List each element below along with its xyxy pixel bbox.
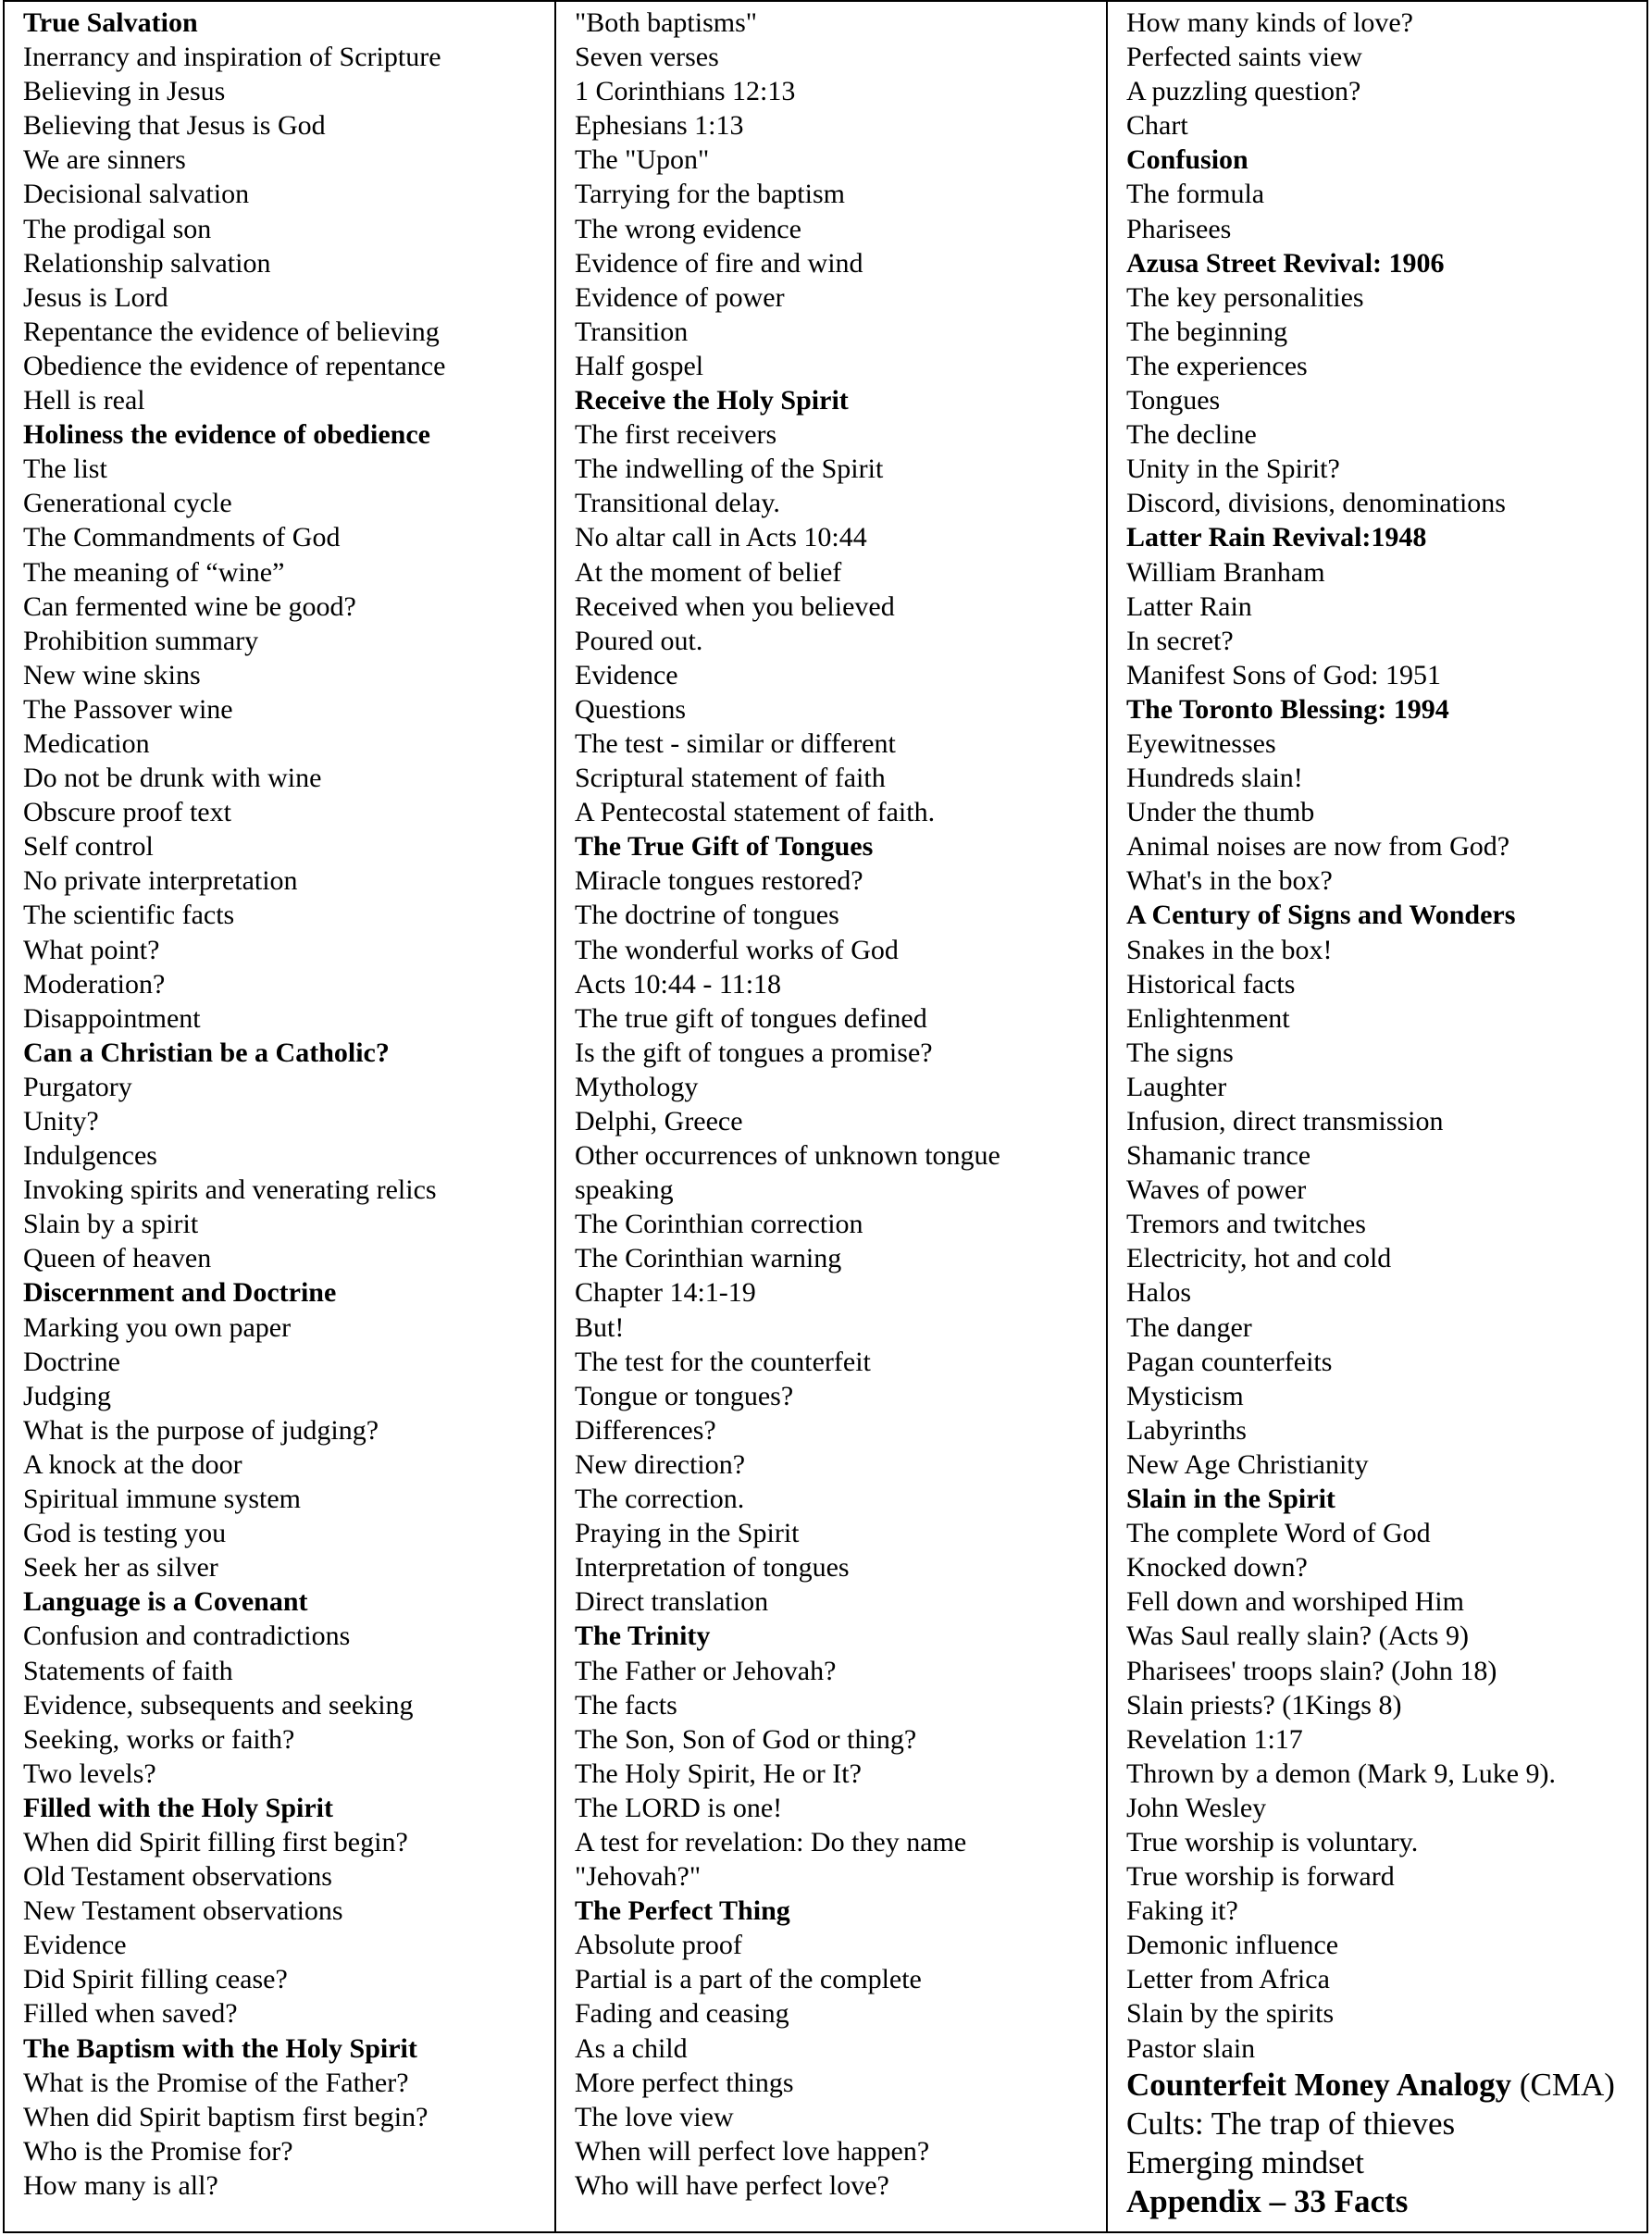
list-item: Pagan counterfeits bbox=[1126, 1346, 1333, 1377]
list-item: Prohibition summary bbox=[23, 625, 259, 656]
large-heading-normal-part: (CMA) bbox=[1511, 2066, 1615, 2103]
list-item: Did Spirit filling cease? bbox=[23, 1964, 288, 1995]
list-item: But! bbox=[575, 1311, 625, 1343]
list-item: Spiritual immune system bbox=[23, 1484, 301, 1515]
list-item: No private interpretation bbox=[23, 865, 298, 897]
list-item: Laughter bbox=[1126, 1071, 1227, 1102]
section-heading: Receive the Holy Spirit bbox=[575, 385, 849, 416]
list-item: Indulgences bbox=[23, 1140, 157, 1172]
list-item: The correction. bbox=[575, 1484, 745, 1515]
list-item: Is the gift of tongues a promise? bbox=[575, 1037, 933, 1068]
section-heading: The Toronto Blessing: 1994 bbox=[1126, 693, 1449, 725]
list-item: The Father or Jehovah? bbox=[575, 1655, 837, 1686]
list-item: Who will have perfect love? bbox=[575, 2169, 889, 2201]
list-item: Acts 10:44 - 11:18 bbox=[575, 968, 782, 1000]
column-3 bbox=[1108, 2, 1646, 2231]
list-item: True worship is forward bbox=[1126, 1861, 1395, 1893]
list-item: Fading and ceasing bbox=[575, 1998, 789, 2030]
list-item: Perfected saints view bbox=[1126, 42, 1362, 73]
list-item: Was Saul really slain? (Acts 9) bbox=[1126, 1621, 1469, 1652]
list-item: Decisional salvation bbox=[23, 179, 250, 210]
list-item: Chart bbox=[1126, 110, 1188, 142]
list-item: The doctrine of tongues bbox=[575, 900, 839, 931]
contents-table bbox=[3, 0, 1648, 2233]
list-item: Interpretation of tongues bbox=[575, 1552, 850, 1584]
list-item: speaking bbox=[575, 1174, 674, 1206]
list-item: John Wesley bbox=[1126, 1792, 1267, 1823]
list-item: A knock at the door bbox=[23, 1448, 242, 1480]
list-item: Believing in Jesus bbox=[23, 76, 226, 107]
list-item: Unity in the Spirit? bbox=[1126, 453, 1340, 485]
list-item: The experiences bbox=[1126, 350, 1308, 381]
list-item: The facts bbox=[575, 1689, 677, 1720]
list-item: The test - similar or different bbox=[575, 727, 896, 759]
list-item: William Branham bbox=[1126, 556, 1325, 588]
list-item: Partial is a part of the complete bbox=[575, 1964, 922, 1995]
list-item: Slain by a spirit bbox=[23, 1209, 199, 1240]
list-item: Tremors and twitches bbox=[1126, 1209, 1366, 1240]
list-item: New direction? bbox=[575, 1448, 746, 1480]
list-item: No altar call in Acts 10:44 bbox=[575, 522, 867, 553]
large-heading bbox=[1126, 2105, 1646, 2143]
list-item: The Corinthian correction bbox=[575, 1209, 863, 1240]
list-item: Marking you own paper bbox=[23, 1311, 292, 1343]
list-item: Discord, divisions, denominations bbox=[1126, 488, 1506, 519]
list-item: 1 Corinthians 12:13 bbox=[575, 76, 796, 107]
section-heading: Discernment and Doctrine bbox=[23, 1277, 337, 1309]
section-heading: Azusa Street Revival: 1906 bbox=[1126, 247, 1445, 279]
section-heading: A Century of Signs and Wonders bbox=[1126, 900, 1516, 931]
list-item: The scientific facts bbox=[23, 900, 235, 931]
list-item: What is the purpose of judging? bbox=[23, 1414, 379, 1446]
list-item: "Jehovah?" bbox=[575, 1861, 702, 1893]
list-item: Repentance the evidence of believing bbox=[23, 316, 440, 347]
list-item: Filled when saved? bbox=[23, 1998, 238, 2030]
list-item: Purgatory bbox=[23, 1071, 132, 1102]
list-item: At the moment of belief bbox=[575, 556, 842, 588]
list-item: The Son, Son of God or thing? bbox=[575, 1723, 917, 1755]
list-item: When did Spirit baptism first begin? bbox=[23, 2101, 429, 2132]
large-heading-bold-part: Appendix – 33 Facts bbox=[1126, 2182, 1409, 2219]
section-heading: The Trinity bbox=[575, 1621, 711, 1652]
list-item: Generational cycle bbox=[23, 488, 232, 519]
list-item: Pharisees bbox=[1126, 213, 1232, 244]
list-item: Fell down and worshiped Him bbox=[1126, 1586, 1464, 1618]
list-item: We are sinners bbox=[23, 144, 186, 176]
list-item: The Passover wine bbox=[23, 693, 233, 725]
list-item: The love view bbox=[575, 2101, 734, 2132]
list-item: Confusion and contradictions bbox=[23, 1621, 351, 1652]
list-item: Labyrinths bbox=[1126, 1414, 1247, 1446]
section-heading: True Salvation bbox=[23, 7, 198, 38]
list-item: Inerrancy and inspiration of Scripture bbox=[23, 42, 441, 73]
list-item: Knocked down? bbox=[1126, 1552, 1308, 1584]
list-item: Shamanic trance bbox=[1126, 1140, 1311, 1172]
list-item: Demonic influence bbox=[1126, 1930, 1339, 1961]
list-item: Invoking spirits and venerating relics bbox=[23, 1174, 437, 1206]
list-item: Pastor slain bbox=[1126, 2032, 1256, 2064]
list-item: Queen of heaven bbox=[23, 1243, 212, 1274]
list-item: The signs bbox=[1126, 1037, 1234, 1068]
list-item: The meaning of “wine” bbox=[23, 556, 285, 588]
list-item: True worship is voluntary. bbox=[1126, 1826, 1419, 1857]
list-item: "Both baptisms" bbox=[575, 7, 758, 38]
list-item: The "Upon" bbox=[575, 144, 710, 176]
list-item: Pharisees' troops slain? (John 18) bbox=[1126, 1655, 1497, 1686]
list-item: The key personalities bbox=[1126, 281, 1364, 313]
list-item: Evidence of power bbox=[575, 281, 785, 313]
list-item: Believing that Jesus is God bbox=[23, 110, 326, 142]
list-item: Eyewitnesses bbox=[1126, 727, 1276, 759]
list-item: Tongue or tongues? bbox=[575, 1380, 794, 1411]
list-item: Enlightenment bbox=[1126, 1002, 1290, 1034]
list-item: Manifest Sons of God: 1951 bbox=[1126, 659, 1441, 690]
list-item: Obscure proof text bbox=[23, 797, 231, 828]
section-heading: Latter Rain Revival:1948 bbox=[1126, 522, 1427, 553]
list-item: The test for the counterfeit bbox=[575, 1346, 871, 1377]
section-heading: Holiness the evidence of obedience bbox=[23, 419, 430, 451]
list-item: The list bbox=[23, 453, 107, 485]
list-item: Latter Rain bbox=[1126, 590, 1252, 622]
list-item: Seven verses bbox=[575, 42, 719, 73]
list-item: Mythology bbox=[575, 1071, 699, 1102]
list-item: What's in the box? bbox=[1126, 865, 1333, 897]
list-item: How many kinds of love? bbox=[1126, 7, 1413, 38]
list-item: New Age Christianity bbox=[1126, 1448, 1369, 1480]
list-item: Transitional delay. bbox=[575, 488, 780, 519]
list-item: The Holy Spirit, He or It? bbox=[575, 1758, 862, 1789]
list-item: The wrong evidence bbox=[575, 213, 801, 244]
list-item: The true gift of tongues defined bbox=[575, 1002, 927, 1034]
list-item: New wine skins bbox=[23, 659, 201, 690]
list-item: Evidence of fire and wind bbox=[575, 247, 863, 279]
large-heading-normal-part: Emerging mindset bbox=[1126, 2143, 1364, 2180]
list-item: Tongues bbox=[1126, 385, 1221, 416]
large-heading bbox=[1126, 2143, 1646, 2182]
list-item: Revelation 1:17 bbox=[1126, 1723, 1303, 1755]
list-item: What is the Promise of the Father? bbox=[23, 2067, 409, 2098]
large-heading-normal-part: Cults: The trap of thieves bbox=[1126, 2105, 1456, 2142]
list-item: The prodigal son bbox=[23, 213, 212, 244]
section-heading: The True Gift of Tongues bbox=[575, 831, 874, 863]
large-heading-bold-part: Counterfeit Money Analogy bbox=[1126, 2066, 1512, 2103]
list-item: Received when you believed bbox=[575, 590, 895, 622]
list-item: When did Spirit filling first begin? bbox=[23, 1826, 408, 1857]
list-item: Unity? bbox=[23, 1106, 99, 1137]
list-item: The complete Word of God bbox=[1126, 1518, 1431, 1549]
list-item: Two levels? bbox=[23, 1758, 156, 1789]
list-item: Scriptural statement of faith bbox=[575, 763, 886, 794]
list-item: Judging bbox=[23, 1380, 112, 1411]
list-item: What point? bbox=[23, 934, 160, 965]
list-item: Slain by the spirits bbox=[1126, 1998, 1335, 2030]
list-item: Under the thumb bbox=[1126, 797, 1315, 828]
list-item: Disappointment bbox=[23, 1002, 201, 1034]
list-item: Faking it? bbox=[1126, 1895, 1238, 1927]
list-item: The formula bbox=[1126, 179, 1265, 210]
list-item: A puzzling question? bbox=[1126, 76, 1361, 107]
list-item: God is testing you bbox=[23, 1518, 227, 1549]
large-heading bbox=[1126, 2066, 1646, 2105]
list-item: Transition bbox=[575, 316, 689, 347]
list-item: The decline bbox=[1126, 419, 1257, 451]
list-item: Snakes in the box! bbox=[1126, 934, 1333, 965]
list-item: The wonderful works of God bbox=[575, 934, 899, 965]
list-item: A test for revelation: Do they name bbox=[575, 1826, 967, 1857]
list-item: Letter from Africa bbox=[1126, 1964, 1330, 1995]
list-item: Relationship salvation bbox=[23, 247, 271, 279]
list-item: A Pentecostal statement of faith. bbox=[575, 797, 936, 828]
list-item: Thrown by a demon (Mark 9, Luke 9). bbox=[1126, 1758, 1557, 1789]
list-item: Who is the Promise for? bbox=[23, 2135, 293, 2167]
list-item: How many is all? bbox=[23, 2169, 218, 2201]
list-item: Praying in the Spirit bbox=[575, 1518, 800, 1549]
list-item: The Commandments of God bbox=[23, 522, 341, 553]
list-item: Tarrying for the baptism bbox=[575, 179, 845, 210]
list-item: More perfect things bbox=[575, 2067, 794, 2098]
list-item: The first receivers bbox=[575, 419, 777, 451]
list-item: The Corinthian warning bbox=[575, 1243, 842, 1274]
list-item: Direct translation bbox=[575, 1586, 769, 1618]
section-heading: The Perfect Thing bbox=[575, 1895, 790, 1927]
list-item: Halos bbox=[1126, 1277, 1191, 1309]
list-item: Electricity, hot and cold bbox=[1126, 1243, 1392, 1274]
list-item: Miracle tongues restored? bbox=[575, 865, 863, 897]
list-item: The LORD is one! bbox=[575, 1792, 783, 1823]
list-item: Doctrine bbox=[23, 1346, 120, 1377]
list-item: Hell is real bbox=[23, 385, 145, 416]
list-item: Evidence bbox=[575, 659, 678, 690]
list-item: Absolute proof bbox=[575, 1930, 742, 1961]
section-heading: Slain in the Spirit bbox=[1126, 1484, 1335, 1515]
list-item: Seeking, works or faith? bbox=[23, 1723, 295, 1755]
section-heading: Language is a Covenant bbox=[23, 1586, 308, 1618]
list-item: The beginning bbox=[1126, 316, 1288, 347]
list-item: Self control bbox=[23, 831, 154, 863]
section-heading: Can a Christian be a Catholic? bbox=[23, 1037, 390, 1068]
list-item: As a child bbox=[575, 2032, 688, 2064]
list-item: Obedience the evidence of repentance bbox=[23, 350, 446, 381]
list-item: Other occurrences of unknown tongue bbox=[575, 1140, 1000, 1172]
list-item: Do not be drunk with wine bbox=[23, 763, 322, 794]
list-item: Ephesians 1:13 bbox=[575, 110, 744, 142]
section-heading: Filled with the Holy Spirit bbox=[23, 1792, 334, 1823]
list-item: Waves of power bbox=[1126, 1174, 1307, 1206]
list-item: When will perfect love happen? bbox=[575, 2135, 930, 2167]
section-heading: Confusion bbox=[1126, 144, 1248, 176]
list-item: Can fermented wine be good? bbox=[23, 590, 356, 622]
list-item: Infusion, direct transmission bbox=[1126, 1106, 1444, 1137]
list-item: Poured out. bbox=[575, 625, 703, 656]
section-heading: The Baptism with the Holy Spirit bbox=[23, 2032, 417, 2064]
list-item: The danger bbox=[1126, 1311, 1252, 1343]
list-item: In secret? bbox=[1126, 625, 1234, 656]
list-item: Animal noises are now from God? bbox=[1126, 831, 1510, 863]
list-item: Old Testament observations bbox=[23, 1861, 332, 1893]
list-item: Seek her as silver bbox=[23, 1552, 218, 1584]
list-item: Historical facts bbox=[1126, 968, 1296, 1000]
list-item: Half gospel bbox=[575, 350, 704, 381]
list-item: Evidence bbox=[23, 1930, 127, 1961]
list-item: The indwelling of the Spirit bbox=[575, 453, 884, 485]
list-item: Hundreds slain! bbox=[1126, 763, 1303, 794]
column-1 bbox=[5, 2, 556, 2231]
list-item: Questions bbox=[575, 693, 686, 725]
list-item: New Testament observations bbox=[23, 1895, 343, 1927]
column-2 bbox=[556, 2, 1108, 2231]
large-heading bbox=[1126, 2182, 1646, 2221]
list-item: Medication bbox=[23, 727, 150, 759]
list-item: Slain priests? (1Kings 8) bbox=[1126, 1689, 1402, 1720]
list-item: Jesus is Lord bbox=[23, 281, 168, 313]
list-item: Mysticism bbox=[1126, 1380, 1244, 1411]
list-item: Evidence, subsequents and seeking bbox=[23, 1689, 414, 1720]
list-item: Moderation? bbox=[23, 968, 166, 1000]
list-item: Statements of faith bbox=[23, 1655, 233, 1686]
list-item: Delphi, Greece bbox=[575, 1106, 743, 1137]
list-item: Differences? bbox=[575, 1414, 716, 1446]
list-item: Chapter 14:1-19 bbox=[575, 1277, 756, 1309]
